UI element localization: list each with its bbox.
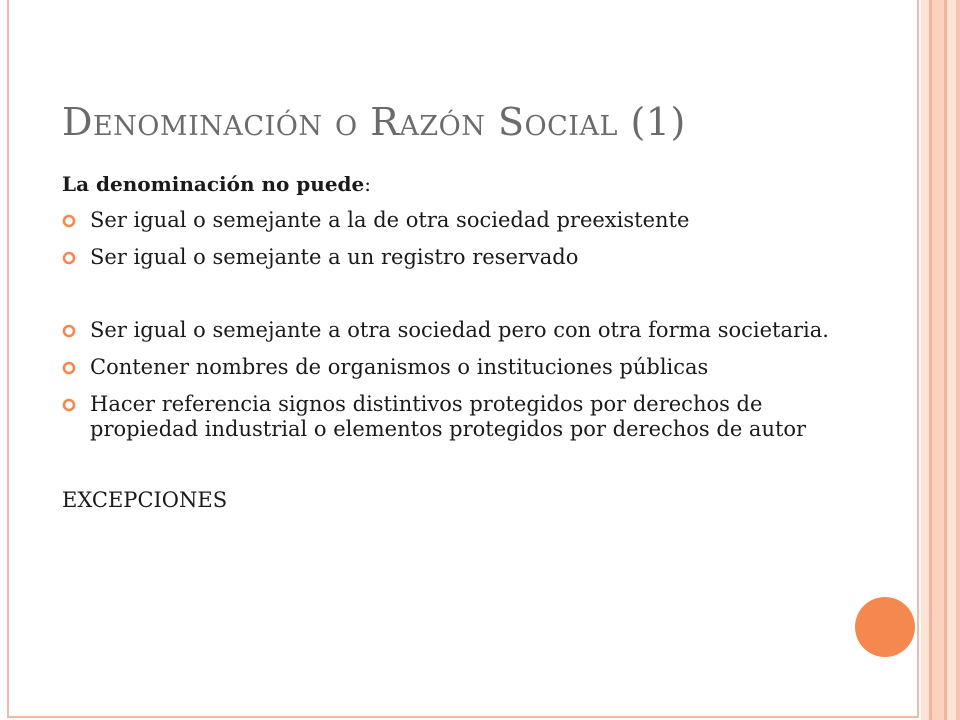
slide-title: Denominación o Razón Social (1) — [62, 100, 686, 144]
orange-ring-bullet-icon — [62, 251, 76, 265]
decorative-stripe — [956, 0, 960, 720]
bullet-text: Ser igual o semejante a otra sociedad pero con otra forma societaria. — [90, 318, 829, 342]
orange-ring-bullet-icon — [62, 324, 76, 338]
intro-colon: : — [364, 172, 372, 196]
decorative-stripe — [921, 0, 929, 720]
orange-ring-bullet-icon — [62, 214, 76, 228]
decorative-stripe — [947, 0, 956, 720]
decorative-stripe — [932, 0, 944, 720]
slide-content — [62, 172, 852, 512]
bullet-list — [62, 208, 852, 442]
intro-line — [62, 172, 852, 196]
bullet-item — [62, 318, 852, 343]
bullet-item — [62, 355, 852, 380]
bullet-text: Contener nombres de organismos o instituciones públicas — [90, 355, 709, 379]
orange-ring-bullet-icon — [62, 361, 76, 375]
bullet-text: Ser igual o semejante a un registro reservado — [90, 245, 579, 269]
exceptions-heading: EXCEPCIONES — [62, 488, 228, 512]
orange-ring-bullet-icon — [62, 398, 76, 412]
bullet-item — [62, 392, 852, 442]
bullet-text: Ser igual o semejante a la de otra sociedad preexistente — [90, 208, 690, 232]
bullet-item — [62, 245, 852, 270]
bullet-text: Hacer referencia signos distintivos protegidos por derechos de propiedad industrial o elementos protegidos por derechos de autor — [90, 392, 807, 441]
intro-bold-text: La denominación no puede — [62, 172, 365, 196]
bullet-item — [62, 208, 852, 233]
accent-circle — [855, 597, 915, 657]
